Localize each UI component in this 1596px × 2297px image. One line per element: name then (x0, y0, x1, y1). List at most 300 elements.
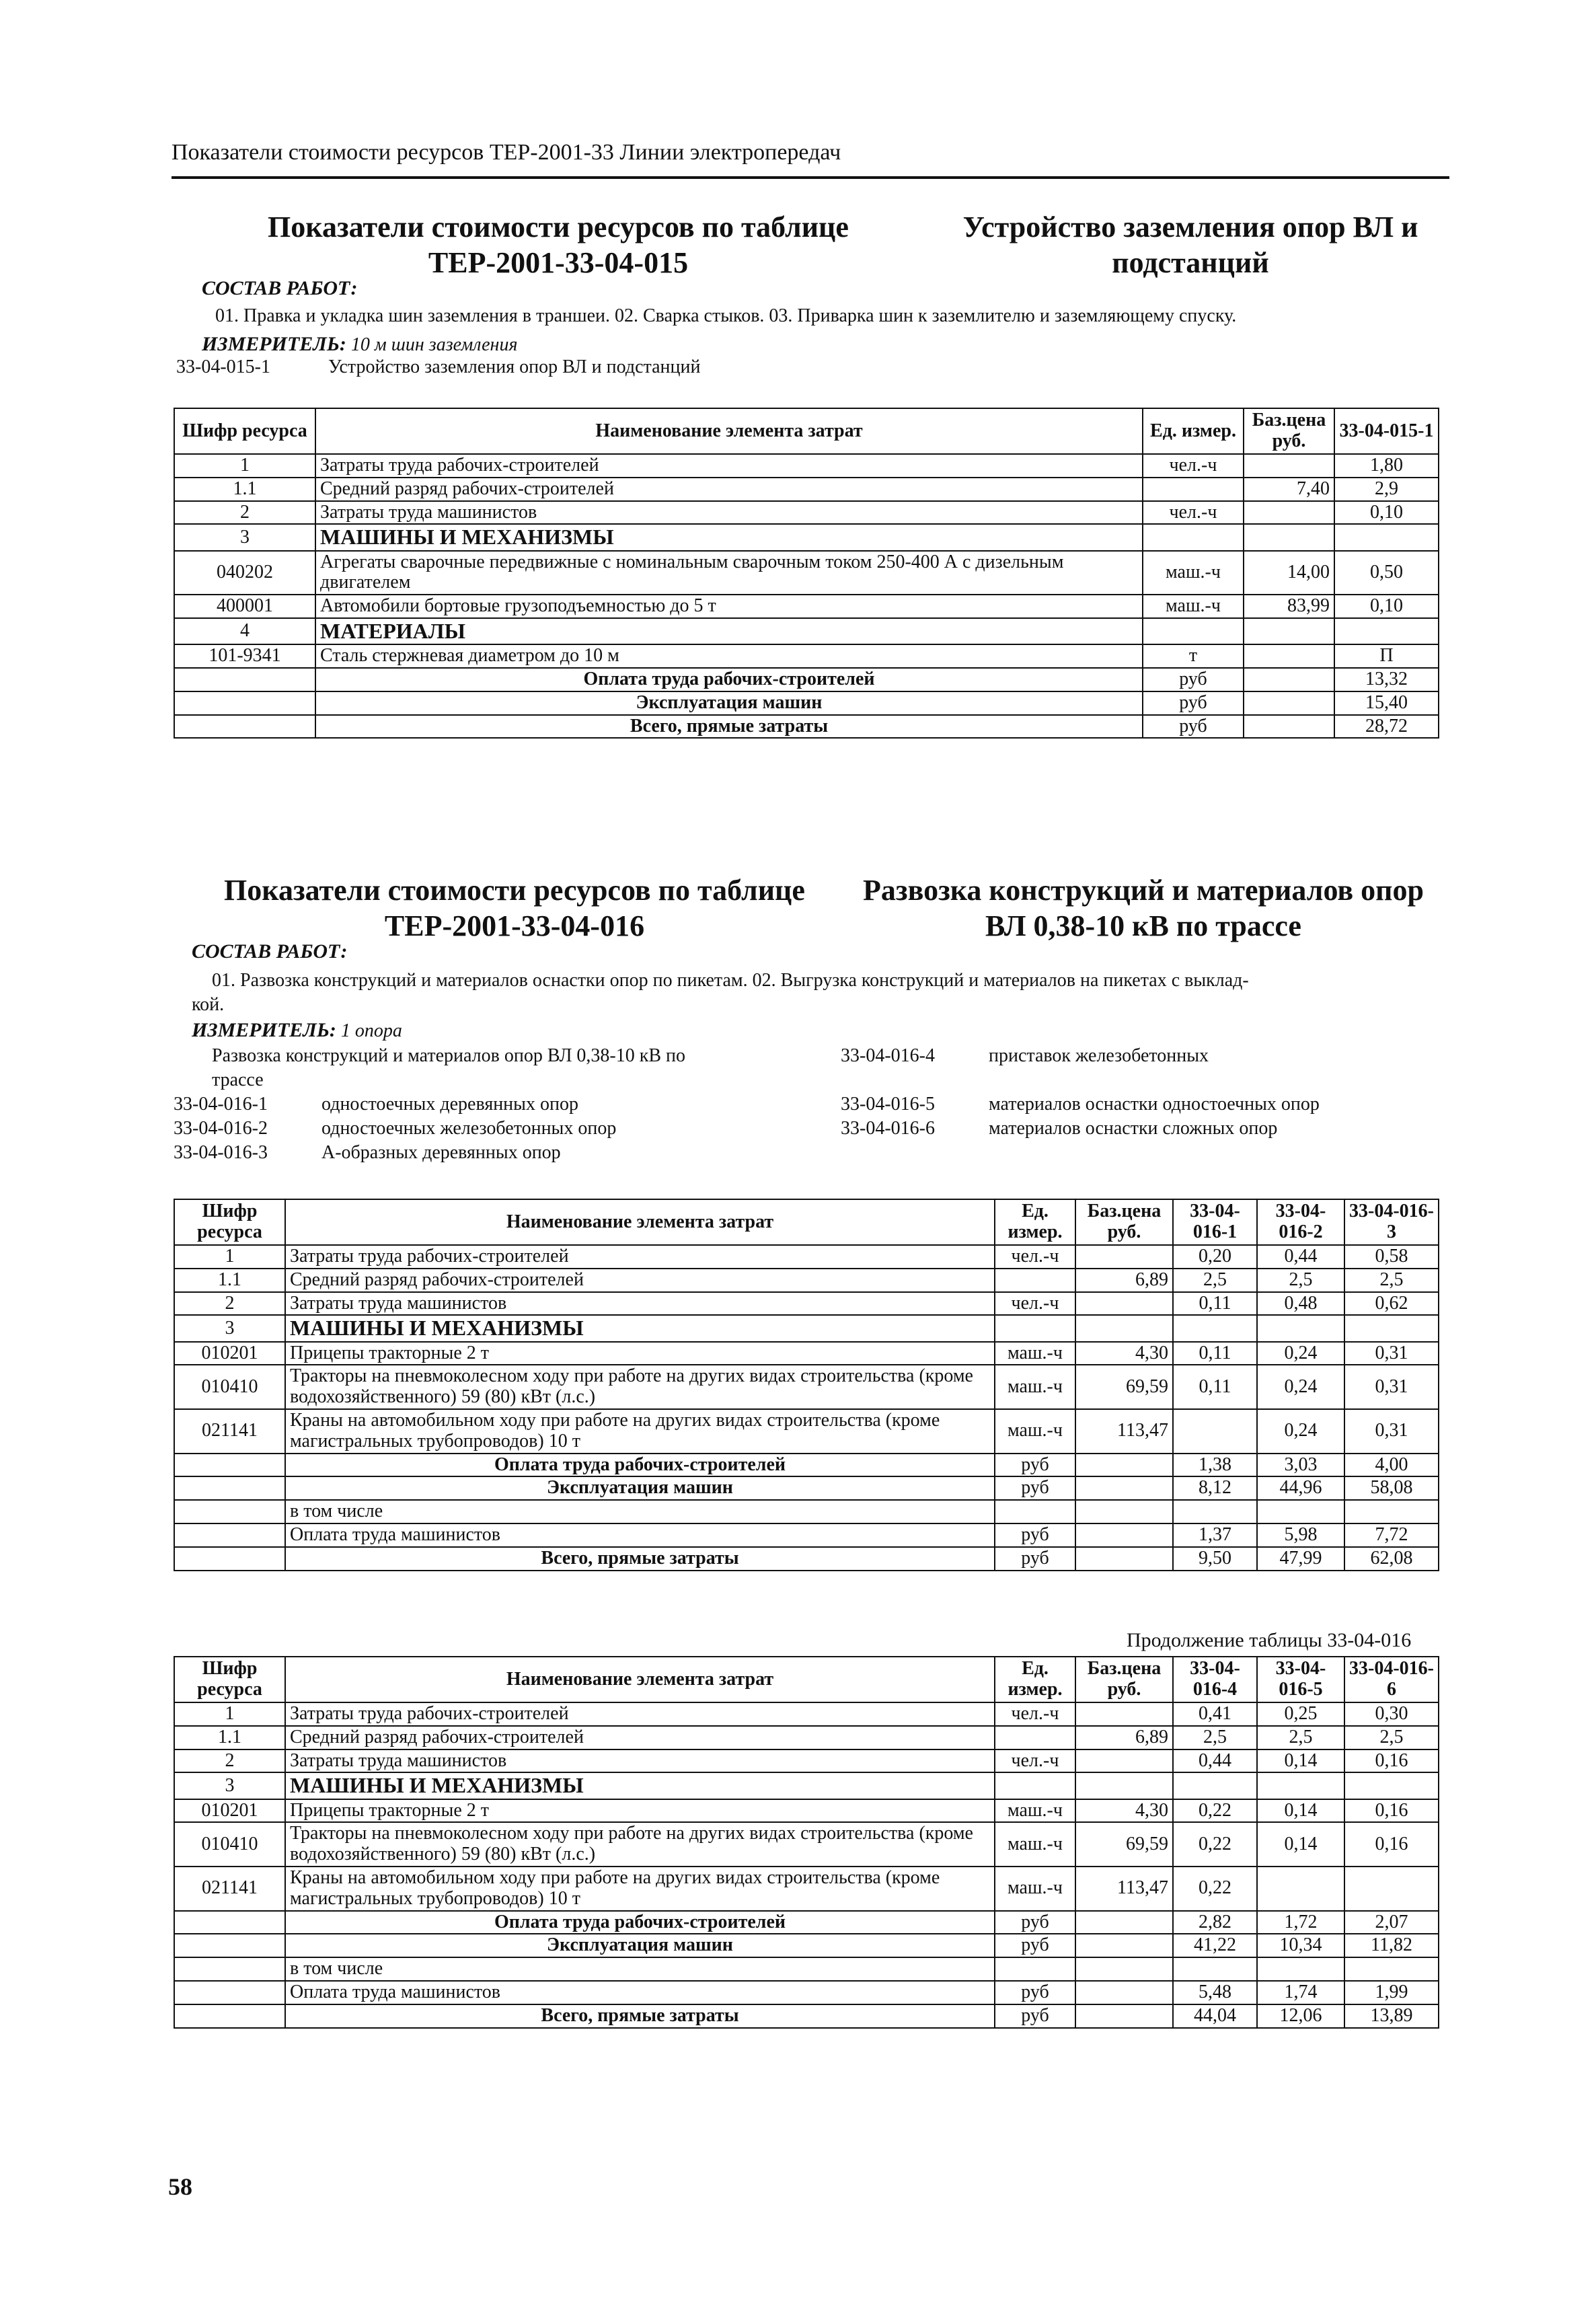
section2-izm-label: ИЗМЕРИТЕЛЬ: (192, 1019, 336, 1041)
resource-code-cell: 1 (174, 1245, 285, 1269)
table-row (174, 1772, 1439, 1799)
cost-element-cell: Затраты труда рабочих-строителей (315, 454, 1143, 478)
value-cell (1173, 1957, 1257, 1981)
unit-cell: чел.-ч (995, 1749, 1075, 1773)
cost-element-cell: Затраты труда рабочих-строителей (285, 1245, 995, 1269)
cost-element-cell: Средний разряд рабочих-строителей (285, 1726, 995, 1749)
table-row (174, 2004, 1439, 2028)
value-cell: 0,31 (1344, 1409, 1439, 1454)
value-cell (1257, 1957, 1344, 1981)
table-row (174, 715, 1439, 739)
resource-code-cell (174, 1500, 285, 1523)
value-cell: 0,41 (1173, 1702, 1257, 1726)
value-cell: 0,22 (1173, 1822, 1257, 1867)
value-cell (1257, 1867, 1344, 1911)
value-cell: 62,08 (1344, 1547, 1439, 1571)
code-item-desc: одностоечных деревянных опор (321, 1094, 578, 1115)
unit-cell: руб (995, 2004, 1075, 2028)
value-cell: 2,5 (1344, 1269, 1439, 1292)
base-price-cell (1075, 1245, 1173, 1269)
base-price-cell (1075, 1934, 1173, 1957)
table-row (174, 595, 1439, 618)
cost-element-cell: Тракторы на пневмоколесном ходу при работе на других видах строительства (кроме водохозяйственного) 59 (80) кВт (л.с.) (285, 1822, 995, 1867)
cost-element-cell: Оплата труда рабочих-строителей (285, 1911, 995, 1934)
value-cell: 2,5 (1257, 1726, 1344, 1749)
code-item: 33-04-016-6 (841, 1118, 935, 1139)
value-cell (1173, 1315, 1257, 1341)
unit-cell: маш.-ч (995, 1365, 1075, 1409)
value-cell: 0,50 (1334, 551, 1439, 595)
section2-intro-line1: Развозка конструкций и материалов опор ВЛ 0,38-10 кВ по (212, 1045, 686, 1066)
value-cell: 1,72 (1257, 1911, 1344, 1934)
value-cell: 44,04 (1173, 2004, 1257, 2028)
resource-code-cell (174, 715, 315, 739)
value-cell: 1,37 (1173, 1523, 1257, 1547)
base-price-cell (1075, 1315, 1173, 1341)
value-cell (1344, 1500, 1439, 1523)
code-item: 33-04-016-5 (841, 1094, 935, 1115)
cost-element-cell: Сталь стержневая диаметром до 10 м (315, 644, 1143, 668)
value-cell: 10,34 (1257, 1934, 1344, 1957)
base-price-cell (1244, 715, 1334, 739)
section1-title-left (256, 210, 861, 281)
base-price-cell: 6,89 (1075, 1726, 1173, 1749)
table-row (174, 1454, 1439, 1477)
section1-izm-label: ИЗМЕРИТЕЛЬ: (202, 333, 346, 355)
resource-code-cell: 400001 (174, 595, 315, 618)
value-cell: 0,11 (1173, 1342, 1257, 1365)
value-cell: 0,25 (1257, 1702, 1344, 1726)
table-row (174, 1957, 1439, 1981)
cost-element-cell: Эксплуатация машин (285, 1476, 995, 1500)
value-cell: 41,22 (1173, 1934, 1257, 1957)
base-price-cell (1244, 524, 1334, 550)
resource-code-cell: 3 (174, 1772, 285, 1799)
unit-cell: руб (995, 1934, 1075, 1957)
column-header: Наименование элемента затрат (285, 1657, 995, 1702)
section2-table-2 (174, 1656, 1439, 2029)
base-price-cell (1075, 1911, 1173, 1934)
table-row (174, 1409, 1439, 1454)
value-cell: 0,31 (1344, 1365, 1439, 1409)
value-cell: 0,44 (1257, 1245, 1344, 1269)
section2-izm-value: 1 опора (340, 1020, 402, 1041)
cost-element-cell: в том числе (285, 1957, 995, 1981)
table-row (174, 454, 1439, 478)
value-cell: 0,24 (1257, 1342, 1344, 1365)
base-price-cell (1075, 1702, 1173, 1726)
value-cell: 28,72 (1334, 715, 1439, 739)
resource-code-cell (174, 691, 315, 715)
unit-cell (1143, 478, 1244, 501)
value-cell: 2,9 (1334, 478, 1439, 501)
resource-code-cell: 3 (174, 524, 315, 550)
base-price-cell: 4,30 (1075, 1799, 1173, 1823)
unit-cell: чел.-ч (1143, 454, 1244, 478)
section2-title-left (172, 873, 858, 944)
table-row (174, 551, 1439, 595)
unit-cell: маш.-ч (1143, 551, 1244, 595)
value-cell (1257, 1772, 1344, 1799)
value-cell (1334, 618, 1439, 644)
header-rule (172, 176, 1449, 179)
unit-cell: руб (1143, 668, 1244, 691)
section2-title-right-line1: Развозка конструкций и материалов опор (863, 874, 1424, 907)
section1-title-left-line1: Показатели стоимости ресурсов по таблице (268, 211, 849, 243)
unit-cell (995, 1726, 1075, 1749)
unit-cell: руб (995, 1911, 1075, 1934)
section1-code: 33-04-015-1 (176, 356, 270, 377)
unit-cell: т (1143, 644, 1244, 668)
column-header: Шифр ресурса (174, 1199, 285, 1245)
table-row (174, 1911, 1439, 1934)
cost-element-cell: Эксплуатация машин (285, 1934, 995, 1957)
unit-cell: руб (1143, 691, 1244, 715)
table-row (174, 1365, 1439, 1409)
cost-element-cell: Всего, прямые затраты (285, 2004, 995, 2028)
resource-code-cell: 010410 (174, 1365, 285, 1409)
value-cell: 1,99 (1344, 1981, 1439, 2004)
table-header-row (174, 1657, 1439, 1702)
value-cell: 0,14 (1257, 1822, 1344, 1867)
value-cell: 0,20 (1173, 1245, 1257, 1269)
base-price-cell (1244, 644, 1334, 668)
cost-element-cell: Затраты труда рабочих-строителей (285, 1702, 995, 1726)
code-item-desc: материалов оснастки одностоечных опор (989, 1094, 1320, 1115)
base-price-cell (1075, 2004, 1173, 2028)
base-price-cell (1075, 1500, 1173, 1523)
base-price-cell: 83,99 (1244, 595, 1334, 618)
section1-sostav-label: СОСТАВ РАБОТ: (202, 277, 358, 299)
resource-code-cell: 021141 (174, 1867, 285, 1911)
unit-cell: чел.-ч (1143, 501, 1244, 525)
unit-cell: чел.-ч (995, 1245, 1075, 1269)
table-row (174, 1726, 1439, 1749)
base-price-cell (1244, 454, 1334, 478)
value-cell: 15,40 (1334, 691, 1439, 715)
table-row (174, 1523, 1439, 1547)
value-cell: 0,58 (1344, 1245, 1439, 1269)
base-price-cell: 7,40 (1244, 478, 1334, 501)
value-cell: 2,07 (1344, 1911, 1439, 1934)
base-price-cell (1244, 691, 1334, 715)
resource-code-cell: 010201 (174, 1342, 285, 1365)
section2-sostav-text-2: кой. (192, 994, 225, 1015)
resource-code-cell (174, 1547, 285, 1571)
column-header: Баз.цена руб. (1244, 408, 1334, 454)
value-cell (1257, 1500, 1344, 1523)
table-row (174, 1934, 1439, 1957)
unit-cell: маш.-ч (995, 1867, 1075, 1911)
resource-code-cell (174, 668, 315, 691)
unit-cell: руб (995, 1476, 1075, 1500)
column-header: Ед. измер. (995, 1657, 1075, 1702)
cost-element-cell: МАТЕРИАЛЫ (315, 618, 1143, 644)
cost-element-cell: в том числе (285, 1500, 995, 1523)
value-cell: 5,98 (1257, 1523, 1344, 1547)
resource-code-cell (174, 1981, 285, 2004)
value-cell: 1,74 (1257, 1981, 1344, 2004)
value-cell: 0,10 (1334, 501, 1439, 525)
column-header: Наименование элемента затрат (285, 1199, 995, 1245)
resource-code-cell: 021141 (174, 1409, 285, 1454)
table-row (174, 1822, 1439, 1867)
cost-element-cell: Автомобили бортовые грузоподъемностью до 5 т (315, 595, 1143, 618)
value-cell: 0,16 (1344, 1799, 1439, 1823)
code-item: 33-04-016-3 (174, 1142, 268, 1163)
unit-cell: маш.-ч (995, 1342, 1075, 1365)
table-row (174, 1981, 1439, 2004)
cost-element-cell: Прицепы тракторные 2 т (285, 1799, 995, 1823)
table-row (174, 1315, 1439, 1341)
cost-element-cell: МАШИНЫ И МЕХАНИЗМЫ (315, 524, 1143, 550)
base-price-cell: 4,30 (1075, 1342, 1173, 1365)
section2-sostav-text-1: 01. Развозка конструкций и материалов оснастки опор по пикетам. 02. Выгрузка конструкций и материалов на пикетах с выклад- (212, 970, 1249, 991)
base-price-cell (1075, 1749, 1173, 1773)
value-cell: 0,48 (1257, 1292, 1344, 1316)
resource-code-cell: 010410 (174, 1822, 285, 1867)
unit-cell (995, 1957, 1075, 1981)
resource-code-cell (174, 1934, 285, 1957)
cost-element-cell: Оплата труда рабочих-строителей (285, 1454, 995, 1477)
cost-element-cell: Краны на автомобильном ходу при работе на других видах строительства (кроме магистральных трубопроводов) 10 т (285, 1867, 995, 1911)
value-cell: 2,5 (1257, 1269, 1344, 1292)
section2-title-right (841, 873, 1446, 944)
value-cell: 0,22 (1173, 1867, 1257, 1911)
section2-title-left-line2: ТЕР-2001-33-04-016 (384, 909, 645, 942)
column-header: Баз.цена руб. (1075, 1657, 1173, 1702)
value-cell: 0,44 (1173, 1749, 1257, 1773)
table-row (174, 1476, 1439, 1500)
value-cell: 0,31 (1344, 1342, 1439, 1365)
cost-element-cell: Всего, прямые затраты (285, 1547, 995, 1571)
column-header: Ед. измер. (1143, 408, 1244, 454)
page-number: 58 (168, 2173, 192, 2200)
column-header: 33-04-016-4 (1173, 1657, 1257, 1702)
table-row (174, 1799, 1439, 1823)
value-cell: 2,5 (1173, 1269, 1257, 1292)
continuation-caption: Продолжение таблицы 33-04-016 (1127, 1629, 1412, 1651)
cost-element-cell: Эксплуатация машин (315, 691, 1143, 715)
value-cell (1344, 1957, 1439, 1981)
table-row (174, 668, 1439, 691)
value-cell: 11,82 (1344, 1934, 1439, 1957)
table-header-row (174, 408, 1439, 454)
value-cell: 0,24 (1257, 1365, 1344, 1409)
cost-element-cell: Прицепы тракторные 2 т (285, 1342, 995, 1365)
value-cell: 0,62 (1344, 1292, 1439, 1316)
base-price-cell (1075, 1547, 1173, 1571)
cost-element-cell: Краны на автомобильном ходу при работе на других видах строительства (кроме магистральных трубопроводов) 10 т (285, 1409, 995, 1454)
section2-title-right-line2: ВЛ 0,38-10 кВ по трассе (985, 909, 1301, 942)
resource-code-cell: 040202 (174, 551, 315, 595)
value-cell (1344, 1315, 1439, 1341)
base-price-cell: 14,00 (1244, 551, 1334, 595)
column-header: Баз.цена руб. (1075, 1199, 1173, 1245)
code-item-desc: одностоечных железобетонных опор (321, 1118, 617, 1139)
table-row (174, 1500, 1439, 1523)
value-cell: 7,72 (1344, 1523, 1439, 1547)
value-cell (1344, 1867, 1439, 1911)
cost-element-cell: Затраты труда машинистов (285, 1749, 995, 1773)
table-header-row (174, 1199, 1439, 1245)
base-price-cell: 113,47 (1075, 1409, 1173, 1454)
resource-code-cell: 2 (174, 1292, 285, 1316)
section1-title-left-line2: ТЕР-2001-33-04-015 (428, 246, 689, 279)
section1-code-desc: Устройство заземления опор ВЛ и подстанций (328, 356, 701, 377)
value-cell: 0,14 (1257, 1799, 1344, 1823)
code-item-desc: А-образных деревянных опор (321, 1142, 561, 1163)
table-row (174, 1269, 1439, 1292)
cost-element-cell: Оплата труда машинистов (285, 1981, 995, 2004)
cost-element-cell: Затраты труда машинистов (285, 1292, 995, 1316)
column-header: 33-04-015-1 (1334, 408, 1439, 454)
resource-code-cell: 1.1 (174, 478, 315, 501)
resource-code-cell: 010201 (174, 1799, 285, 1823)
running-header: Показатели стоимости ресурсов ТЕР-2001-33 Линии электропередач (172, 140, 841, 165)
resource-code-cell: 2 (174, 1749, 285, 1773)
value-cell: 4,00 (1344, 1454, 1439, 1477)
resource-code-cell: 1.1 (174, 1726, 285, 1749)
value-cell: 2,82 (1173, 1911, 1257, 1934)
base-price-cell (1244, 501, 1334, 525)
section1-table (174, 408, 1439, 739)
value-cell: 44,96 (1257, 1476, 1344, 1500)
resource-code-cell (174, 2004, 285, 2028)
value-cell: 0,10 (1334, 595, 1439, 618)
base-price-cell (1244, 618, 1334, 644)
section2-table-1 (174, 1199, 1439, 1571)
code-item-desc: приставок железобетонных (989, 1045, 1209, 1066)
table-row (174, 1245, 1439, 1269)
value-cell: 8,12 (1173, 1476, 1257, 1500)
resource-code-cell (174, 1476, 285, 1500)
table-row (174, 1702, 1439, 1726)
value-cell: 58,08 (1344, 1476, 1439, 1500)
base-price-cell: 6,89 (1075, 1269, 1173, 1292)
unit-cell (995, 1772, 1075, 1799)
value-cell: 47,99 (1257, 1547, 1344, 1571)
value-cell: 13,89 (1344, 2004, 1439, 2028)
section2-izm (192, 1017, 402, 1043)
unit-cell (1143, 524, 1244, 550)
cost-element-cell: МАШИНЫ И МЕХАНИЗМЫ (285, 1315, 995, 1341)
unit-cell: руб (995, 1981, 1075, 2004)
unit-cell: маш.-ч (995, 1822, 1075, 1867)
section1-title-right-line2: подстанций (1112, 246, 1269, 279)
section1-izm (202, 331, 517, 357)
code-item: 33-04-016-4 (841, 1045, 935, 1066)
base-price-cell: 69,59 (1075, 1822, 1173, 1867)
value-cell: 2,5 (1173, 1726, 1257, 1749)
value-cell (1334, 524, 1439, 550)
cost-element-cell: Агрегаты сварочные передвижные с номинальным сварочным током 250-400 А с дизельным двигателем (315, 551, 1143, 595)
resource-code-cell: 1 (174, 1702, 285, 1726)
unit-cell: чел.-ч (995, 1292, 1075, 1316)
column-header: Наименование элемента затрат (315, 408, 1143, 454)
table-row (174, 1292, 1439, 1316)
column-header: Ед. измер. (995, 1199, 1075, 1245)
column-header: Шифр ресурса (174, 408, 315, 454)
value-cell (1344, 1772, 1439, 1799)
value-cell: 0,11 (1173, 1292, 1257, 1316)
section1-title-right-line1: Устройство заземления опор ВЛ и (962, 211, 1418, 243)
table-row (174, 1867, 1439, 1911)
section1-izm-value: 10 м шин заземления (350, 334, 518, 355)
resource-code-cell (174, 1454, 285, 1477)
section2-sostav-label: СОСТАВ РАБОТ: (192, 940, 348, 963)
resource-code-cell: 101-9341 (174, 644, 315, 668)
unit-cell (995, 1315, 1075, 1341)
column-header: 33-04-016-3 (1344, 1199, 1439, 1245)
table-row (174, 1547, 1439, 1571)
resource-code-cell: 1.1 (174, 1269, 285, 1292)
table-row (174, 644, 1439, 668)
code-item-desc: материалов оснастки сложных опор (989, 1118, 1278, 1139)
unit-cell: руб (995, 1523, 1075, 1547)
table-row (174, 1749, 1439, 1773)
resource-code-cell (174, 1911, 285, 1934)
value-cell: 5,48 (1173, 1981, 1257, 2004)
unit-cell: маш.-ч (995, 1799, 1075, 1823)
value-cell: 0,14 (1257, 1749, 1344, 1773)
value-cell: 0,16 (1344, 1822, 1439, 1867)
value-cell: П (1334, 644, 1439, 668)
base-price-cell (1075, 1292, 1173, 1316)
table-row (174, 501, 1439, 525)
base-price-cell (1075, 1957, 1173, 1981)
code-item: 33-04-016-1 (174, 1094, 268, 1115)
table-row (174, 478, 1439, 501)
table-row (174, 524, 1439, 550)
cost-element-cell: Тракторы на пневмоколесном ходу при работе на других видах строительства (кроме водохозяйственного) 59 (80) кВт (л.с.) (285, 1365, 995, 1409)
unit-cell: руб (995, 1547, 1075, 1571)
cost-element-cell: Всего, прямые затраты (315, 715, 1143, 739)
unit-cell (995, 1269, 1075, 1292)
code-item: 33-04-016-2 (174, 1118, 268, 1139)
value-cell: 0,22 (1173, 1799, 1257, 1823)
resource-code-cell: 4 (174, 618, 315, 644)
column-header: Шифр ресурса (174, 1657, 285, 1702)
value-cell: 9,50 (1173, 1547, 1257, 1571)
value-cell: 12,06 (1257, 2004, 1344, 2028)
resource-code-cell: 2 (174, 501, 315, 525)
resource-code-cell (174, 1523, 285, 1547)
base-price-cell: 113,47 (1075, 1867, 1173, 1911)
unit-cell: маш.-ч (995, 1409, 1075, 1454)
value-cell: 0,30 (1344, 1702, 1439, 1726)
section1-sostav-text: 01. Правка и укладка шин заземления в траншеи. 02. Сварка стыков. 03. Приварка шин к заземлителю и заземляющему спуску. (215, 305, 1237, 326)
value-cell (1173, 1500, 1257, 1523)
column-header: 33-04-016-5 (1257, 1657, 1344, 1702)
unit-cell: маш.-ч (1143, 595, 1244, 618)
column-header: 33-04-016-2 (1257, 1199, 1344, 1245)
base-price-cell (1075, 1523, 1173, 1547)
value-cell: 2,5 (1344, 1726, 1439, 1749)
cost-element-cell: Оплата труда рабочих-строителей (315, 668, 1143, 691)
unit-cell: руб (995, 1454, 1075, 1477)
value-cell (1173, 1772, 1257, 1799)
section2-title-left-line1: Показатели стоимости ресурсов по таблице (224, 874, 805, 907)
column-header: 33-04-016-1 (1173, 1199, 1257, 1245)
column-header: 33-04-016-6 (1344, 1657, 1439, 1702)
value-cell: 0,24 (1257, 1409, 1344, 1454)
unit-cell (1143, 618, 1244, 644)
cost-element-cell: Средний разряд рабочих-строителей (315, 478, 1143, 501)
cost-element-cell: Средний разряд рабочих-строителей (285, 1269, 995, 1292)
base-price-cell (1075, 1454, 1173, 1477)
unit-cell (995, 1500, 1075, 1523)
